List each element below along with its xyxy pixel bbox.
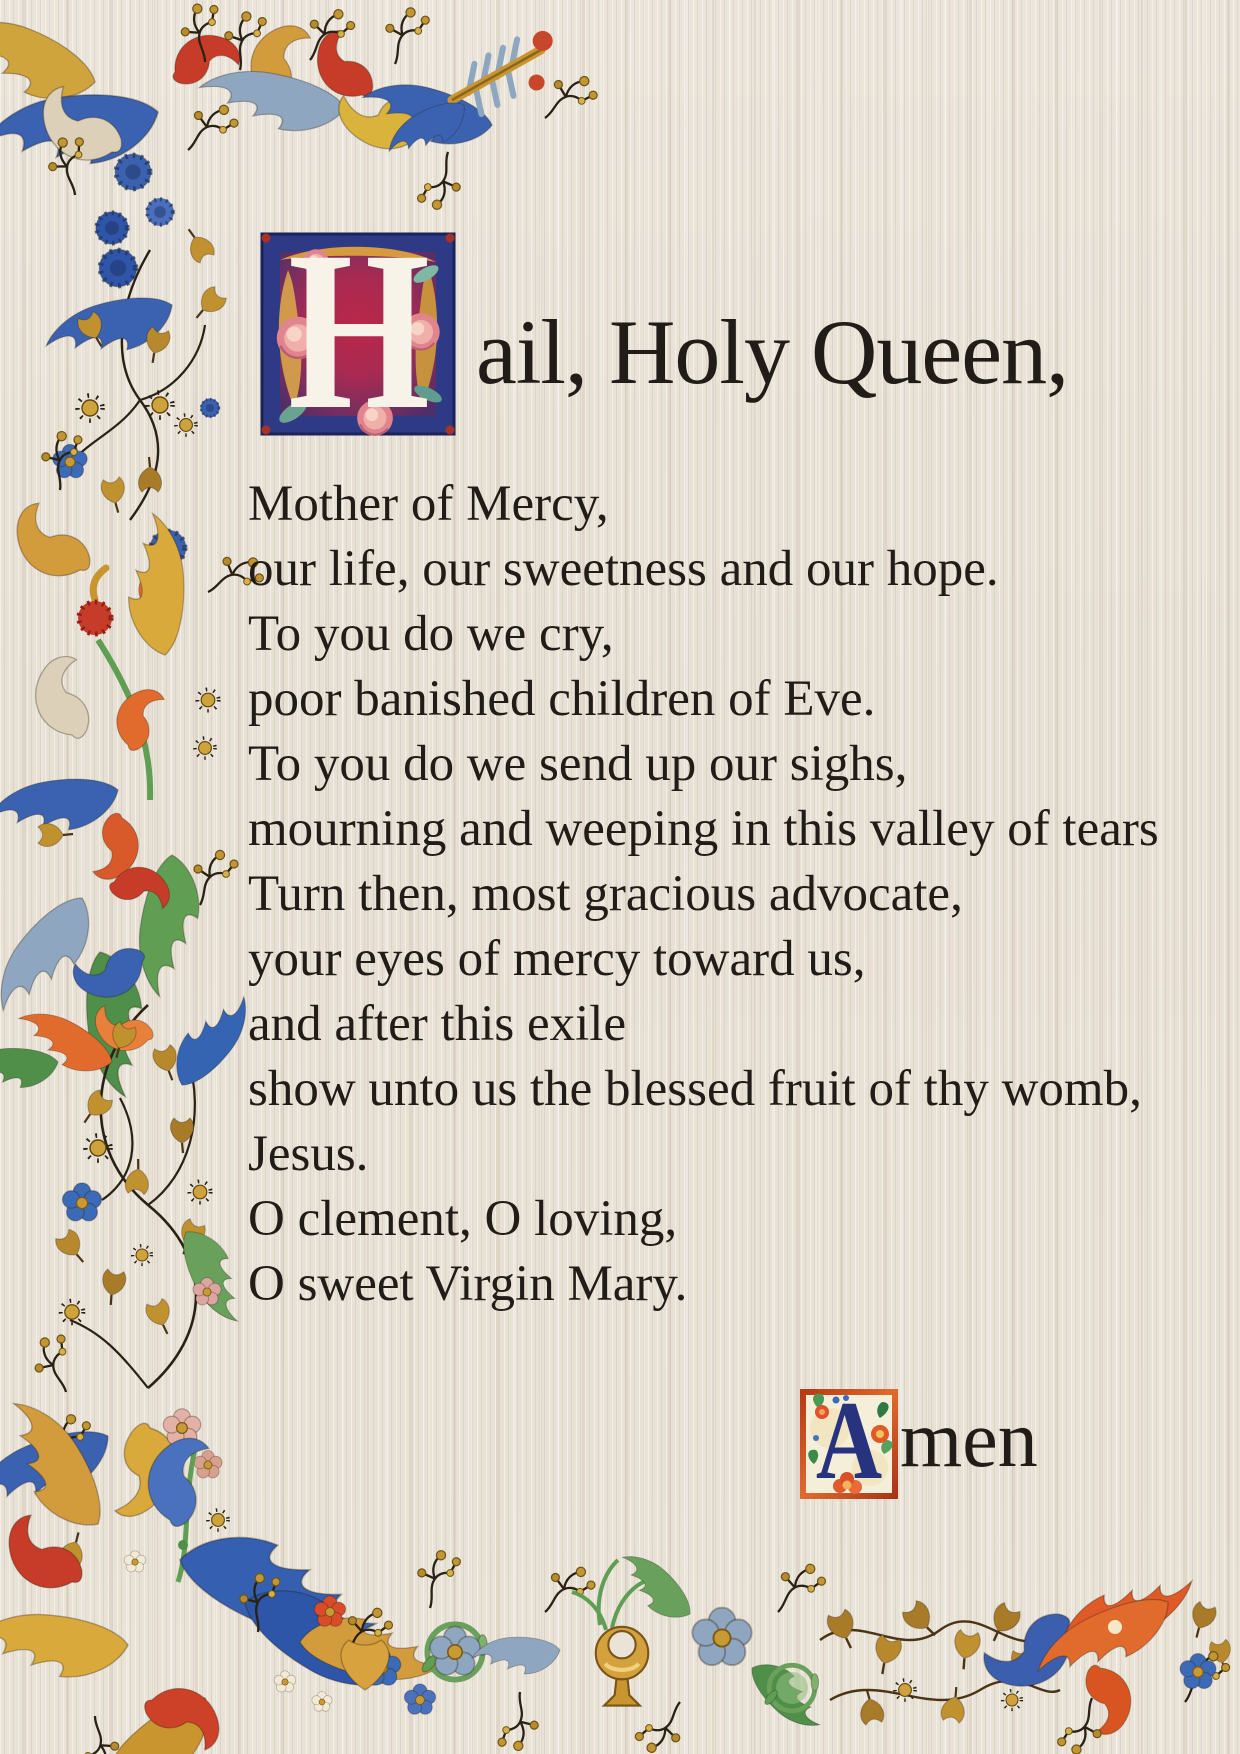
prayer-line: To you do we send up our sighs, [248,736,908,792]
prayer-line: To you do we cry, [248,606,614,662]
prayer-line: your eyes of mercy toward us, [248,931,866,987]
illuminated-initial-h [258,226,458,442]
prayer-line: O clement, O loving, [248,1191,678,1247]
chalice-motif [572,1560,648,1706]
prayer-line: poor banished children of Eve. [248,671,876,727]
prayer-line: and after this exile [248,996,627,1052]
prayer-text [248,472,1159,1317]
initial-h-letter: H [288,226,430,442]
page-title: ail, Holy Queen, [476,301,1069,403]
prayer-line: our life, our sweetness and our hope. [248,541,999,597]
amen [800,1388,1130,1508]
prayer-line: mourning and weeping in this valley of tears [248,801,1159,857]
initial-a-letter: A [815,1388,883,1500]
prayer-line: Mother of Mercy, [248,476,609,532]
floral-border-top [0,0,603,212]
prayer-line: show unto us the blessed fruit of thy womb, [248,1061,1142,1117]
floral-border-left [0,97,270,1582]
orange-flourish-motif [980,1556,1203,1742]
amen-text: men [900,1396,1038,1484]
prayer-line: Turn then, most gracious advocate, [248,866,963,922]
illuminated-initial-a [800,1388,898,1500]
prayer-line: Jesus. [248,1126,369,1182]
prayer-line: O sweet Virgin Mary. [248,1256,688,1312]
